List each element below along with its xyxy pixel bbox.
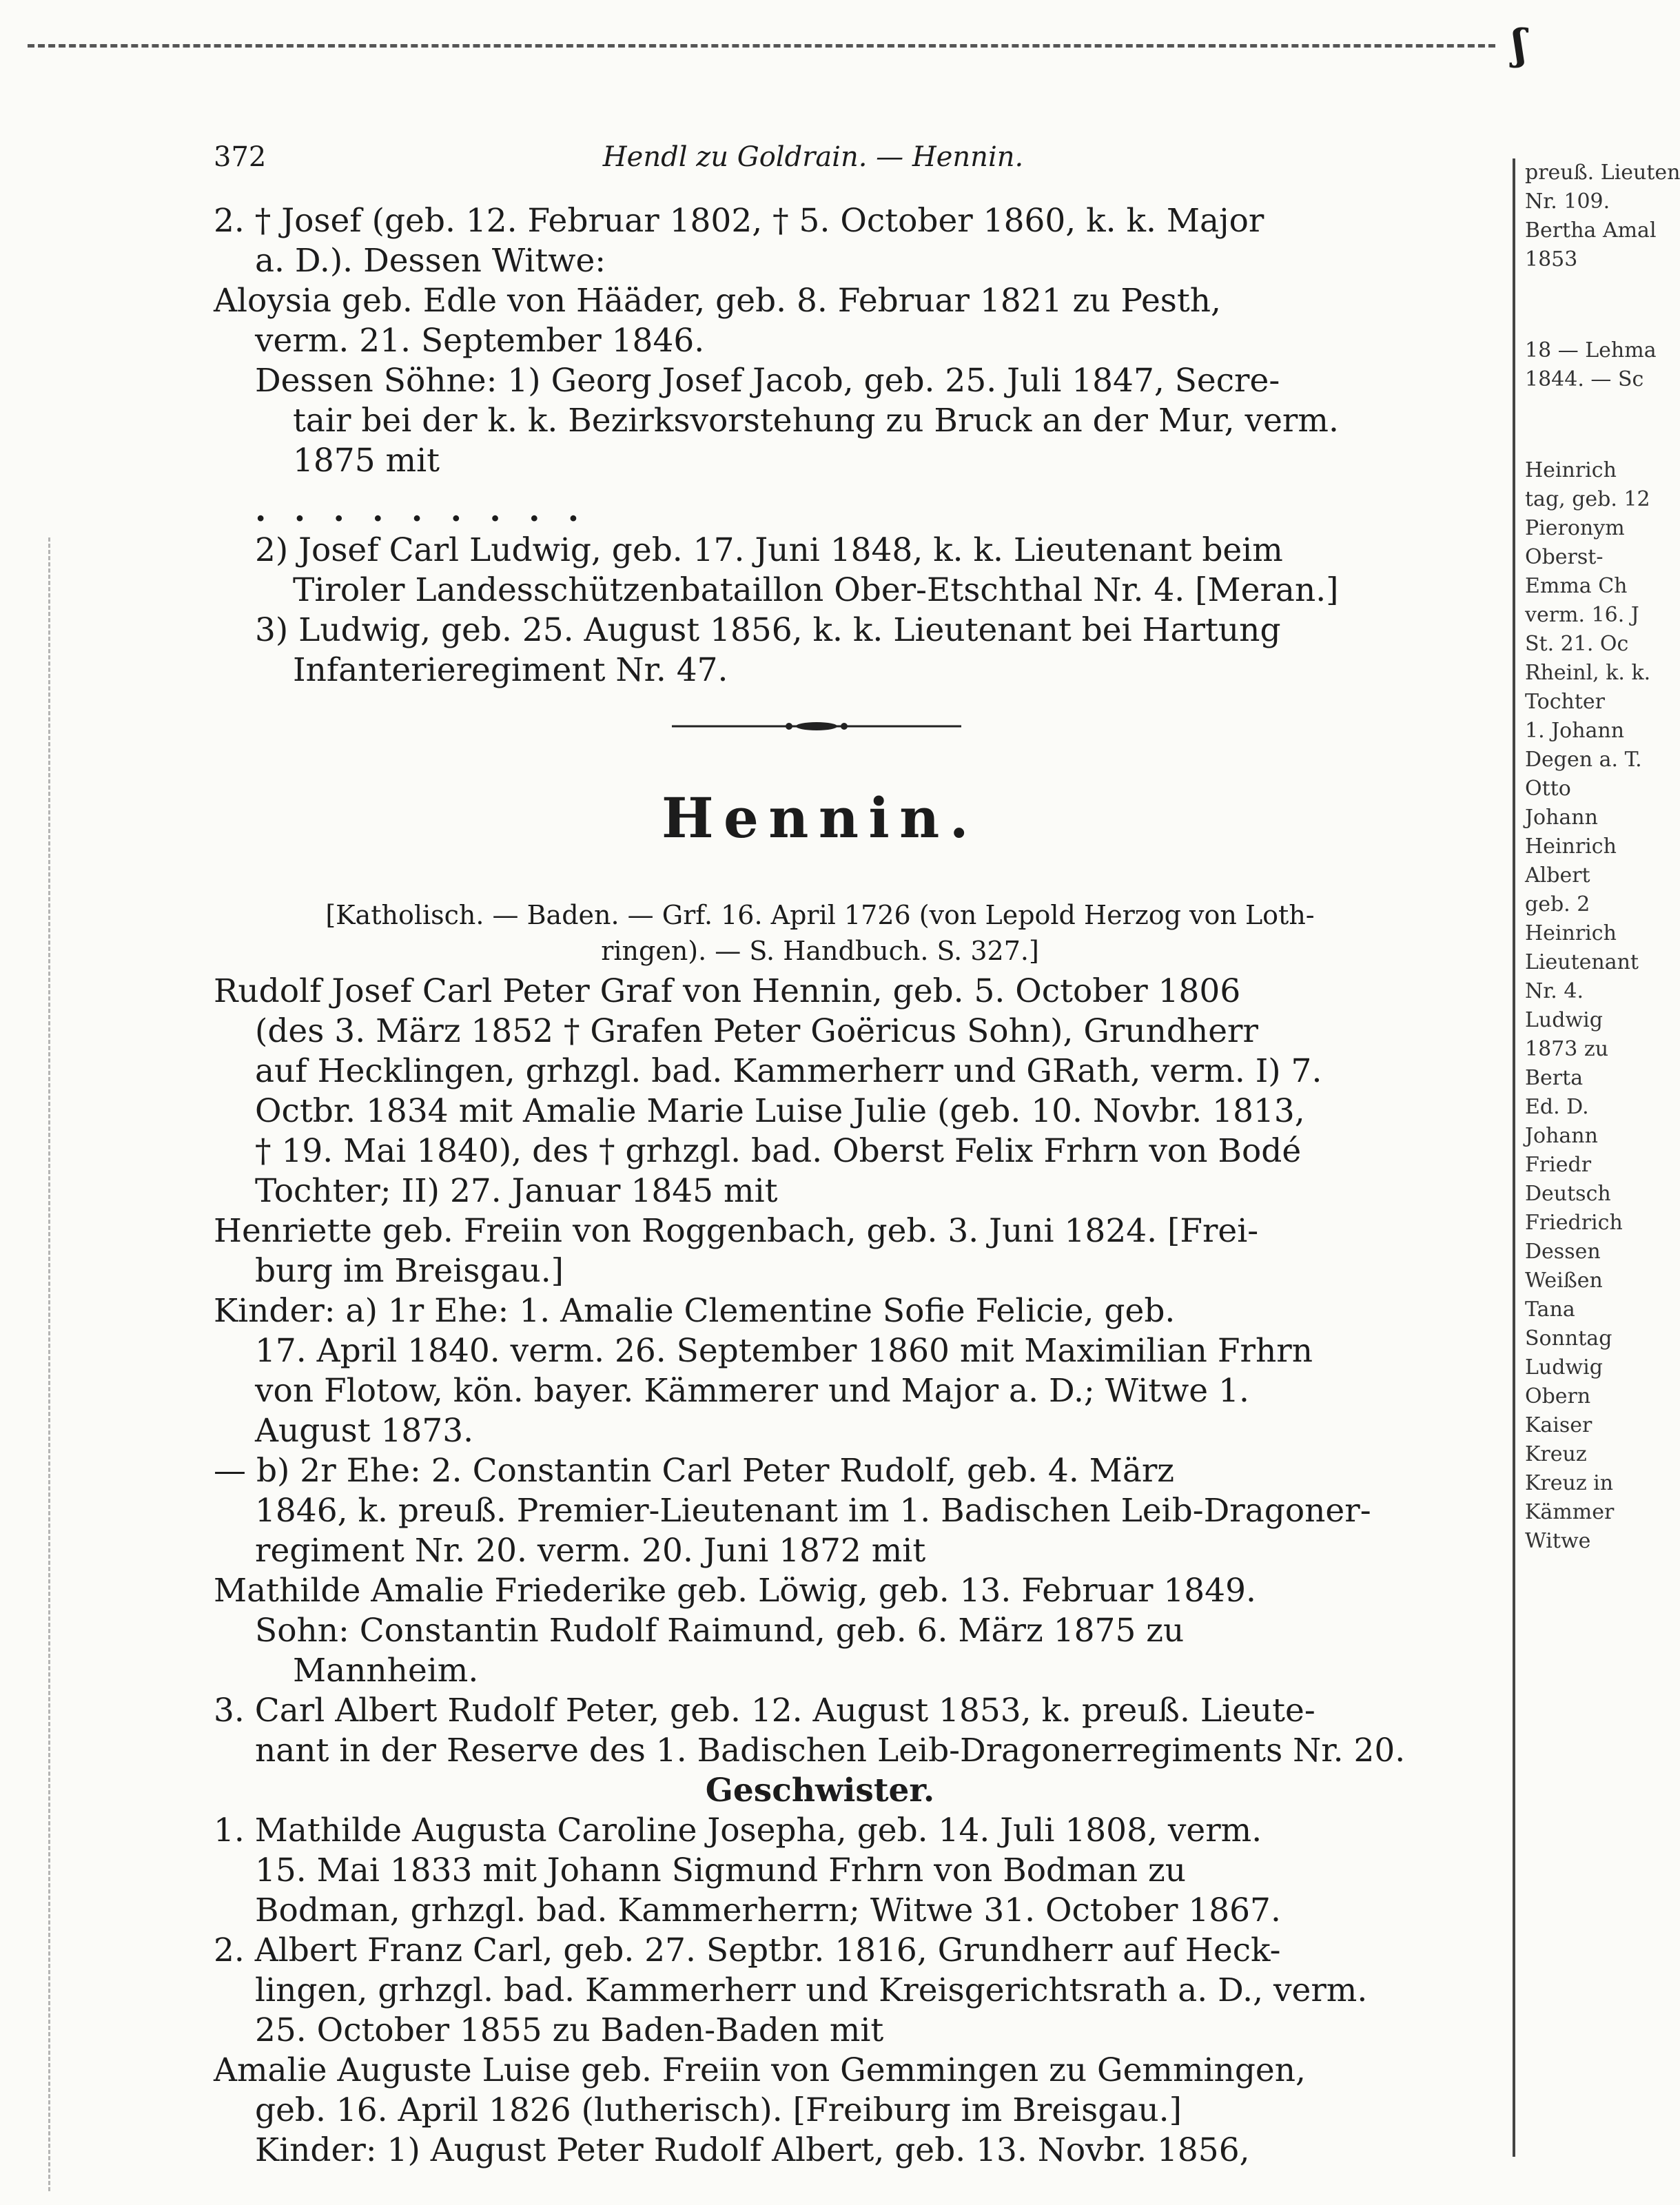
- text-line: 2) Josef Carl Ludwig, geb. 17. Juni 1848, k. k. Lieutenant beim: [255, 531, 1283, 569]
- strip-fragment: Degen a. T.: [1525, 748, 1642, 772]
- strip-fragment: Obern: [1525, 1384, 1591, 1408]
- strip-fragment: preuß. Lieuten: [1525, 161, 1680, 185]
- text-line: 15. Mai 1833 mit Johann Sigmund Frhrn von Bodman zu: [255, 1852, 1186, 1889]
- text-line: Aloysia geb. Edle von Hääder, geb. 8. Februar 1821 zu Pesth,: [214, 282, 1221, 320]
- text-line: Octbr. 1834 mit Amalie Marie Luise Julie (geb. 10. Novbr. 1813,: [255, 1092, 1305, 1130]
- text-line: Mannheim.: [293, 1652, 479, 1690]
- hennin-entry: [214, 972, 1426, 2171]
- left-margin-rule: [48, 537, 50, 2191]
- text-line: Amalie Auguste Luise geb. Freiin von Gemmingen zu Gemmingen,: [214, 2051, 1306, 2089]
- strip-fragment: Johann: [1525, 1124, 1598, 1148]
- text-line: 1846, k. preuß. Premier-Lieutenant im 1. Badischen Leib-Dragoner-: [255, 1492, 1371, 1530]
- subheading-geschwister: Geschwister.: [705, 1772, 935, 1809]
- text-line: Bodman, grhzgl. bad. Kammerherrn; Witwe 31. October 1867.: [255, 1891, 1281, 1929]
- strip-fragment: Johann: [1525, 806, 1598, 830]
- strip-fragment: Ludwig: [1525, 1008, 1603, 1032]
- strip-fragment: 1853: [1525, 247, 1578, 271]
- strip-fragment: Witwe: [1525, 1529, 1591, 1553]
- strip-fragment: Lieutenant: [1525, 950, 1639, 974]
- strip-fragment: Heinrich: [1525, 458, 1617, 482]
- text-line: Kinder: 1) August Peter Rudolf Albert, geb. 13. Novbr. 1856,: [255, 2131, 1250, 2169]
- note-line: ringen). — S. Handbuch. S. 327.]: [601, 936, 1039, 966]
- strip-fragment: Deutsch: [1525, 1182, 1611, 1206]
- text-line: 3. Carl Albert Rudolf Peter, geb. 12. August 1853, k. preuß. Lieute-: [214, 1692, 1315, 1730]
- strip-fragment: Albert: [1525, 863, 1590, 888]
- strip-fragment: 1844. — Sc: [1525, 367, 1644, 391]
- text-line: 2. Albert Franz Carl, geb. 27. Septbr. 1816, Grundherr auf Heck-: [214, 1931, 1281, 1969]
- strip-fragment: Rheinl, k. k.: [1525, 661, 1651, 685]
- strip-fragment: Berta: [1525, 1066, 1584, 1090]
- strip-fragment: Oberst-: [1525, 545, 1604, 569]
- strip-fragment: Ludwig: [1525, 1355, 1603, 1380]
- text-line: (des 3. März 1852 † Grafen Peter Goëricus Sohn), Grundherr: [255, 1012, 1258, 1050]
- text-line: Tiroler Landesschützenbataillon Ober-Etschthal Nr. 4. [Meran.]: [293, 571, 1339, 609]
- text-line: 2. † Josef (geb. 12. Februar 1802, † 5. October 1860, k. k. Major: [214, 202, 1264, 240]
- text-line: 3) Ludwig, geb. 25. August 1856, k. k. Lieutenant bei Hartung: [255, 611, 1281, 649]
- text-line: auf Hecklingen, grhzgl. bad. Kammerherr und GRath, verm. I) 7.: [255, 1052, 1322, 1090]
- strip-fragment: tag, geb. 12: [1525, 487, 1650, 511]
- strip-fragment: Otto: [1525, 777, 1571, 801]
- strip-fragment: 18 — Lehma: [1525, 338, 1657, 362]
- strip-fragment: Pieronym: [1525, 516, 1625, 540]
- text-line: 17. April 1840. verm. 26. September 1860 mit Maximilian Frhrn: [255, 1332, 1313, 1370]
- section-divider-ornament: [672, 722, 961, 730]
- strip-fragment: Kaiser: [1525, 1413, 1592, 1437]
- strip-fragment: Friedr: [1525, 1153, 1592, 1177]
- strip-fragment: geb. 2: [1525, 892, 1590, 916]
- text-line: nant in der Reserve des 1. Badischen Leib-Dragonerregiments Nr. 20.: [255, 1732, 1406, 1770]
- strip-fragment: Kreuz: [1525, 1442, 1587, 1466]
- strip-fragment: Kämmer: [1525, 1500, 1615, 1524]
- top-rule: [28, 44, 1495, 48]
- strip-fragment: Ed. D.: [1525, 1095, 1589, 1119]
- text-line: 25. October 1855 zu Baden-Baden mit: [255, 2011, 884, 2049]
- text-line: Kinder: a) 1r Ehe: 1. Amalie Clementine Sofie Felicie, geb.: [214, 1292, 1176, 1330]
- text-line: Tochter; II) 27. Januar 1845 mit: [255, 1172, 778, 1210]
- text-line: August 1873.: [255, 1412, 474, 1450]
- text-line: von Flotow, kön. bayer. Kämmerer und Major a. D.; Witwe 1.: [255, 1372, 1249, 1410]
- running-title: Hendl zu Goldrain. — Hennin.: [602, 141, 1024, 173]
- strip-fragment: Sonntag: [1525, 1326, 1612, 1351]
- strip-fragment: Bertha Amal: [1525, 218, 1657, 243]
- strip-fragment: Nr. 109.: [1525, 189, 1610, 214]
- strip-fragment: Heinrich: [1525, 834, 1617, 859]
- text-line: regiment Nr. 20. verm. 20. Juni 1872 mit: [255, 1532, 926, 1570]
- text-line: † 19. Mai 1840), des † grhzgl. bad. Oberst Felix Frhrn von Bodé: [255, 1132, 1302, 1170]
- text-line: Dessen Söhne: 1) Georg Josef Jacob, geb. 25. Juli 1847, Secre-: [255, 362, 1280, 400]
- text-line: — b) 2r Ehe: 2. Constantin Carl Peter Rudolf, geb. 4. März: [214, 1452, 1175, 1490]
- text-line: geb. 16. April 1826 (lutherisch). [Freiburg im Breisgau.]: [255, 2091, 1182, 2129]
- hendl-continuation: [214, 201, 1426, 690]
- strip-fragment: verm. 16. J: [1525, 603, 1639, 627]
- page-header: [214, 141, 1413, 183]
- text-line: burg im Breisgau.]: [255, 1252, 564, 1290]
- adjacent-page-strip: [1513, 158, 1680, 2157]
- text-line: 1875 mit: [293, 442, 440, 480]
- strip-fragment: Emma Ch: [1525, 574, 1628, 598]
- strip-fragment: Dessen: [1525, 1240, 1601, 1264]
- text-line: tair bei der k. k. Bezirksvorstehung zu Bruck an der Mur, verm.: [293, 402, 1339, 440]
- text-line: Sohn: Constantin Rudolf Raimund, geb. 6. März 1875 zu: [255, 1612, 1185, 1650]
- note-line: [Katholisch. — Baden. — Grf. 16. April 1726 (von Lepold Herzog von Loth-: [325, 900, 1315, 930]
- strip-fragment: St. 21. Oc: [1525, 632, 1629, 656]
- section-title: Hennin.: [661, 786, 979, 850]
- strip-fragment: Tana: [1525, 1298, 1575, 1322]
- text-line: a. D.). Dessen Witwe:: [255, 242, 606, 280]
- text-line: Henriette geb. Freiin von Roggenbach, geb. 3. Juni 1824. [Frei-: [214, 1212, 1259, 1250]
- page-number: 372: [214, 141, 267, 173]
- strip-fragment: Nr. 4.: [1525, 979, 1584, 1003]
- strip-fragment: 1873 zu: [1525, 1037, 1609, 1061]
- text-line: Infanterieregiment Nr. 47.: [293, 651, 728, 689]
- ellipsis-line: . . . . . . . . .: [255, 491, 588, 529]
- text-line: Mathilde Amalie Friederike geb. Löwig, geb. 13. Februar 1849.: [214, 1572, 1256, 1610]
- text-line: lingen, grhzgl. bad. Kammerherr und Kreisgerichtsrath a. D., verm.: [255, 1971, 1368, 2009]
- strip-fragment: 1. Johann: [1525, 719, 1625, 743]
- text-line: 1. Mathilde Augusta Caroline Josepha, geb. 14. Juli 1808, verm.: [214, 1812, 1262, 1849]
- strip-fragment: Friedrich: [1525, 1211, 1623, 1235]
- text-line: Rudolf Josef Carl Peter Graf von Hennin, geb. 5. October 1806: [214, 972, 1241, 1010]
- strip-fragment: Tochter: [1525, 690, 1606, 714]
- strip-fragment: Heinrich: [1525, 921, 1617, 945]
- strip-fragment: Weißen: [1525, 1269, 1603, 1293]
- strip-fragment: Kreuz in: [1525, 1471, 1614, 1495]
- corner-mark: ʃ: [1513, 21, 1526, 69]
- text-line: verm. 21. September 1846.: [255, 322, 705, 360]
- section-note: [214, 897, 1426, 969]
